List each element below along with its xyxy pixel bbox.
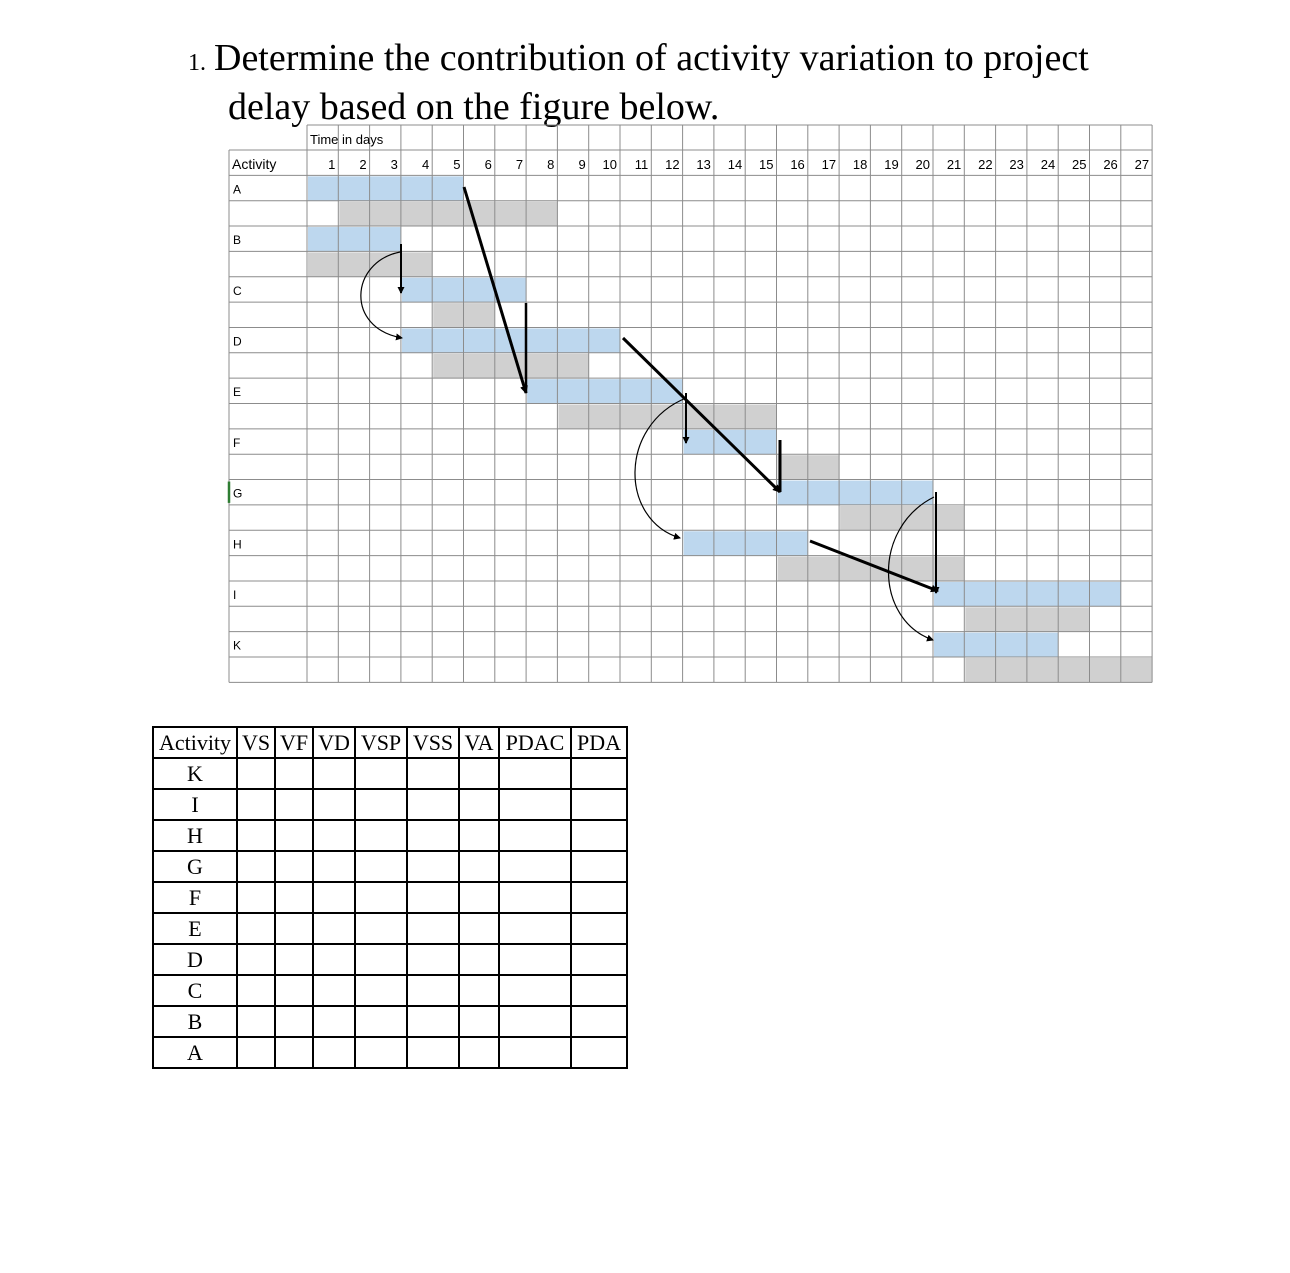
activity-header: Activity — [232, 156, 277, 172]
day-label: 10 — [602, 157, 617, 172]
answer-activity-label: E — [153, 913, 237, 944]
answer-cell-vs[interactable] — [237, 820, 275, 851]
answer-header-vss: VSS — [407, 727, 459, 758]
answer-cell-pdac[interactable] — [499, 851, 571, 882]
planned-bar-g — [778, 481, 934, 505]
answer-activity-label: F — [153, 882, 237, 913]
answer-activity-label: D — [153, 944, 237, 975]
answer-cell-vs[interactable] — [237, 913, 275, 944]
answer-cell-vss[interactable] — [407, 820, 459, 851]
answer-cell-pda[interactable] — [571, 975, 627, 1006]
activity-label-b: B — [233, 233, 242, 248]
answer-cell-vsp[interactable] — [355, 789, 407, 820]
activity-label-e: E — [233, 385, 242, 400]
answer-cell-vss[interactable] — [407, 975, 459, 1006]
answer-activity-label: A — [153, 1037, 237, 1068]
answer-header-vs: VS — [237, 727, 275, 758]
answer-cell-pda[interactable] — [571, 820, 627, 851]
answer-cell-vss[interactable] — [407, 1037, 459, 1068]
answer-row-d — [153, 944, 627, 975]
activity-label-h: H — [233, 537, 242, 552]
answer-cell-vss[interactable] — [407, 882, 459, 913]
answer-activity-label: I — [153, 789, 237, 820]
activity-label-k: K — [233, 638, 242, 653]
answer-cell-pda[interactable] — [571, 882, 627, 913]
day-label: 25 — [1072, 157, 1087, 172]
day-label: 7 — [515, 157, 524, 172]
answer-row-g — [153, 851, 627, 882]
answer-cell-vf[interactable] — [275, 851, 313, 882]
activity-label-a: A — [233, 182, 242, 197]
answer-cell-vf[interactable] — [275, 758, 313, 789]
answer-cell-pda[interactable] — [571, 1037, 627, 1068]
answer-cell-vd[interactable] — [313, 975, 355, 1006]
answer-cell-pdac[interactable] — [499, 882, 571, 913]
answer-cell-vsp[interactable] — [355, 851, 407, 882]
answer-header-vf: VF — [275, 727, 313, 758]
activity-label-d: D — [233, 334, 242, 349]
answer-cell-vd[interactable] — [313, 820, 355, 851]
answer-activity-label: C — [153, 975, 237, 1006]
answer-row-h — [153, 820, 627, 851]
answer-cell-vf[interactable] — [275, 820, 313, 851]
activity-label-g: G — [233, 486, 243, 501]
answer-header-activity: Activity — [153, 727, 237, 758]
activity-label-f: F — [233, 435, 241, 450]
answer-cell-pdac[interactable] — [499, 944, 571, 975]
answer-cell-va[interactable] — [459, 789, 499, 820]
answer-cell-vs[interactable] — [237, 882, 275, 913]
day-label: 3 — [390, 157, 398, 172]
answer-activity-label: G — [153, 851, 237, 882]
answer-cell-va[interactable] — [459, 851, 499, 882]
answer-header-pdac: PDAC — [499, 727, 571, 758]
day-label: 2 — [359, 157, 367, 172]
answer-cell-vf[interactable] — [275, 975, 313, 1006]
time-caption: Time in days — [310, 132, 384, 147]
answer-cell-pdac[interactable] — [499, 913, 571, 944]
day-label: 20 — [915, 157, 930, 172]
answer-cell-vs[interactable] — [237, 789, 275, 820]
day-label: 13 — [696, 157, 711, 172]
answer-cell-vs[interactable] — [237, 1006, 275, 1037]
day-label: 4 — [421, 157, 430, 172]
answer-cell-vs[interactable] — [237, 944, 275, 975]
answer-cell-pdac[interactable] — [499, 789, 571, 820]
day-label: 23 — [1009, 157, 1024, 172]
answer-cell-vsp[interactable] — [355, 882, 407, 913]
answer-cell-vs[interactable] — [237, 758, 275, 789]
answer-cell-pda[interactable] — [571, 851, 627, 882]
day-label: 19 — [884, 157, 899, 172]
answer-cell-vs[interactable] — [237, 975, 275, 1006]
answer-cell-vsp[interactable] — [355, 913, 407, 944]
answer-cell-vsp[interactable] — [355, 758, 407, 789]
answer-row-k — [153, 758, 627, 789]
answer-cell-vsp[interactable] — [355, 820, 407, 851]
answer-cell-va[interactable] — [459, 975, 499, 1006]
answer-cell-pda[interactable] — [571, 758, 627, 789]
answer-cell-vss[interactable] — [407, 913, 459, 944]
answer-cell-vd[interactable] — [313, 944, 355, 975]
day-label: 16 — [790, 157, 805, 172]
day-label: 17 — [821, 157, 837, 172]
answer-cell-vf[interactable] — [275, 882, 313, 913]
actual-bar-a — [339, 202, 557, 226]
answer-activity-label: H — [153, 820, 237, 851]
day-label: 8 — [547, 157, 555, 172]
day-label: 21 — [946, 157, 962, 172]
day-label: 12 — [665, 157, 680, 172]
answer-cell-pdac[interactable] — [499, 1037, 571, 1068]
answer-cell-va[interactable] — [459, 1006, 499, 1037]
answer-row-a — [153, 1037, 627, 1068]
answer-activity-label: B — [153, 1006, 237, 1037]
answer-cell-pda[interactable] — [571, 913, 627, 944]
answer-cell-va[interactable] — [459, 758, 499, 789]
answer-header-va: VA — [459, 727, 499, 758]
answer-cell-pda[interactable] — [571, 789, 627, 820]
day-label: 24 — [1040, 157, 1056, 172]
question-number: 1. — [188, 50, 206, 76]
answer-cell-vss[interactable] — [407, 1006, 459, 1037]
answer-header-vd: VD — [313, 727, 355, 758]
day-label: 22 — [978, 157, 993, 172]
day-label: 5 — [453, 157, 461, 172]
day-label: 1 — [328, 157, 336, 172]
question-line-1-text: Determine the contribution of activity variation to project — [214, 37, 1089, 79]
answer-cell-vd[interactable] — [313, 882, 355, 913]
answer-cell-vf[interactable] — [275, 1006, 313, 1037]
answer-cell-vd[interactable] — [313, 758, 355, 789]
question-line-2: delay based on the figure below. — [228, 86, 720, 128]
day-label: 18 — [852, 157, 868, 172]
answer-table-header-row — [153, 727, 627, 758]
answer-table — [152, 726, 628, 1069]
answer-row-b — [153, 1006, 627, 1037]
answer-cell-vsp[interactable] — [355, 975, 407, 1006]
answer-cell-vs[interactable] — [237, 1037, 275, 1068]
day-label: 6 — [484, 157, 492, 172]
activity-label-i: I — [233, 587, 237, 602]
answer-cell-vsp[interactable] — [355, 944, 407, 975]
answer-cell-va[interactable] — [459, 1037, 499, 1068]
day-label: 9 — [578, 157, 586, 172]
answer-cell-vd[interactable] — [313, 789, 355, 820]
answer-row-c — [153, 975, 627, 1006]
answer-cell-vd[interactable] — [313, 851, 355, 882]
answer-cell-pdac[interactable] — [499, 820, 571, 851]
answer-cell-va[interactable] — [459, 882, 499, 913]
planned-bar-e — [527, 379, 683, 403]
answer-row-f — [153, 882, 627, 913]
answer-header-vsp: VSP — [355, 727, 407, 758]
day-label: 11 — [634, 157, 649, 172]
answer-cell-vsp[interactable] — [355, 1037, 407, 1068]
answer-cell-pda[interactable] — [571, 944, 627, 975]
answer-cell-vss[interactable] — [407, 851, 459, 882]
answer-cell-vs[interactable] — [237, 851, 275, 882]
answer-cell-vf[interactable] — [275, 789, 313, 820]
answer-cell-pdac[interactable] — [499, 758, 571, 789]
answer-cell-vf[interactable] — [275, 944, 313, 975]
answer-activity-label: K — [153, 758, 237, 789]
planned-bar-a — [308, 176, 464, 200]
answer-cell-vss[interactable] — [407, 758, 459, 789]
answer-row-i — [153, 789, 627, 820]
day-label: 27 — [1134, 157, 1150, 172]
answer-cell-pda[interactable] — [571, 1006, 627, 1037]
actual-bar-d — [433, 354, 589, 378]
answer-cell-vf[interactable] — [275, 1037, 313, 1068]
answer-cell-vss[interactable] — [407, 944, 459, 975]
answer-cell-va[interactable] — [459, 944, 499, 975]
answer-cell-pdac[interactable] — [499, 975, 571, 1006]
answer-cell-vf[interactable] — [275, 913, 313, 944]
answer-cell-vd[interactable] — [313, 1037, 355, 1068]
planned-bar-b — [308, 227, 401, 251]
answer-row-e — [153, 913, 627, 944]
answer-header-pda: PDA — [571, 727, 627, 758]
answer-cell-vsp[interactable] — [355, 1006, 407, 1037]
day-label: 14 — [727, 157, 743, 172]
answer-cell-va[interactable] — [459, 820, 499, 851]
answer-cell-vd[interactable] — [313, 1006, 355, 1037]
answer-cell-va[interactable] — [459, 913, 499, 944]
answer-cell-pdac[interactable] — [499, 1006, 571, 1037]
day-label: 15 — [759, 157, 774, 172]
answer-cell-vd[interactable] — [313, 913, 355, 944]
activity-label-c: C — [233, 283, 242, 298]
answer-cell-vss[interactable] — [407, 789, 459, 820]
day-label: 26 — [1103, 157, 1118, 172]
